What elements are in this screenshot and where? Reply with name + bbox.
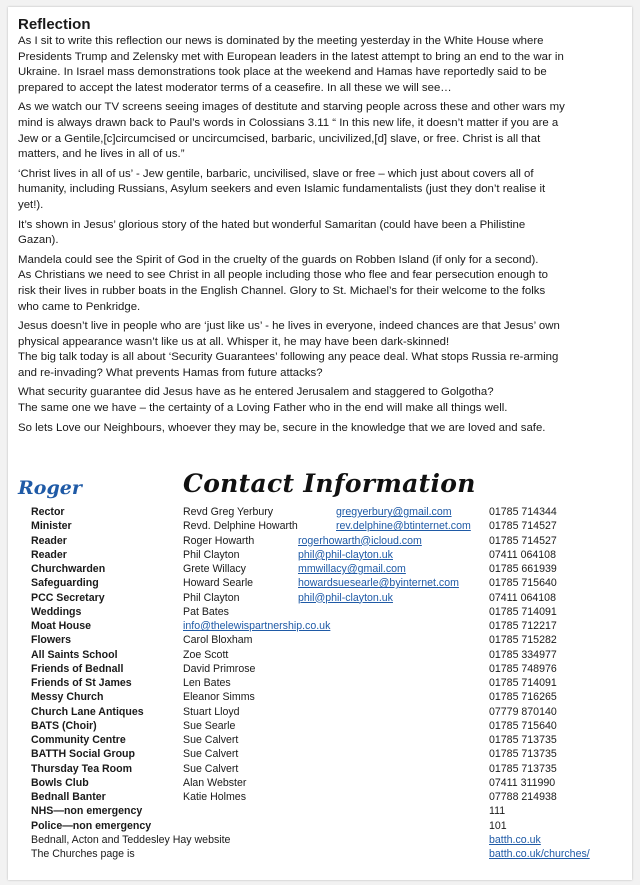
contact-role: Messy Church (31, 691, 104, 704)
contact-role: BATTH Social Group (31, 748, 135, 761)
contact-name: Sue Calvert (183, 762, 239, 775)
contact-row (18, 648, 618, 662)
contact-phone: 01785 661939 (489, 563, 557, 575)
contact-role: Bednall, Acton and Teddesley Hay website (31, 833, 231, 846)
contact-row (18, 505, 618, 519)
reflection-paragraph (18, 253, 618, 315)
paragraph-line: physical appearance wasn’t like us at all. Whisper it, he may have been dark-skinned! (18, 335, 450, 348)
paragraph-line: Ukraine. In Israel mass demonstrations took place at the weekend and Hamas have reportedly said to be (18, 66, 547, 79)
contact-row (18, 605, 618, 619)
contact-role: Friends of St James (31, 677, 132, 689)
contact-row (18, 662, 618, 676)
contact-role: Reader (31, 548, 67, 561)
contact-email-link[interactable]: mmwillacy@gmail.com (298, 563, 406, 575)
reflection-section (18, 15, 618, 440)
contact-phone: 01785 715640 (489, 719, 557, 732)
contact-row (18, 847, 618, 861)
contact-role: Police—non emergency (31, 819, 152, 832)
contact-name: Carol Bloxham (183, 634, 253, 647)
contact-role: Rector (31, 506, 65, 518)
contact-role: Friends of Bednall (31, 662, 124, 675)
contact-name: David Primrose (183, 662, 256, 675)
contact-name: Phil Clayton (183, 548, 240, 561)
reflection-paragraph (18, 34, 618, 96)
contact-role: Moat House (31, 620, 92, 632)
contact-row (18, 548, 618, 562)
website-link[interactable]: batth.co.uk (489, 833, 541, 846)
reflection-title: Reflection (18, 16, 91, 33)
paragraph-line: yet!). (18, 198, 44, 211)
contact-name: Howard Searle (183, 577, 254, 590)
contact-phone: 01785 712217 (489, 620, 557, 632)
contact-section (18, 465, 618, 861)
paragraph-line: What security guarantee did Jesus have as he entered Jerusalem and staggered to Golgotha? (18, 386, 494, 399)
paragraph-line: The same one we have – the certainty of a Loving Father who in the end will make all things well. (18, 402, 508, 415)
contact-row (18, 576, 618, 590)
contact-name: Grete Willacy (183, 563, 246, 575)
contact-phone: 01785 715282 (489, 634, 557, 647)
paragraph-line: The big talk today is all about ‘Security Guarantees’ following any peace deal. What stops Russia re-arming (18, 351, 559, 364)
contact-name: Katie Holmes (183, 791, 246, 803)
paragraph-line: So lets Love our Neighbours, whoever they may be, secure in the knowledge that we are loved and safe. (18, 421, 546, 434)
contact-email-link[interactable]: info@thelewispartnership.co.uk (183, 620, 331, 632)
contact-email-link[interactable]: howardsuesearle@byinternet.com (298, 577, 459, 590)
reflection-paragraph (18, 421, 618, 437)
contact-email-link[interactable]: phil@phil-clayton.uk (298, 591, 393, 604)
contact-phone: 01785 714527 (489, 534, 557, 547)
reflection-paragraph (18, 319, 618, 381)
paragraph-line: humanity, including Russians, Asylum seekers and even Islamic fundamentalists (just they don’t realise it (18, 183, 546, 196)
reflection-paragraph (18, 100, 618, 162)
contact-role: Weddings (31, 605, 82, 618)
contact-phone: 01785 716265 (489, 691, 557, 704)
contact-row (18, 733, 618, 747)
contact-row (18, 719, 618, 733)
contact-role: NHS—non emergency (31, 805, 143, 818)
contact-table (18, 505, 618, 861)
contact-row (18, 776, 618, 790)
paragraph-line: mind is always drawn back to Paul’s words in Colossians 3.11 “ In this new life, it doesn’t matter if you are a (18, 116, 559, 129)
contact-name: Zoe Scott (183, 648, 229, 661)
contact-phone: 101 (489, 819, 507, 832)
contact-name: Alan Webster (183, 776, 247, 789)
contact-name: Revd Greg Yerbury (183, 506, 274, 518)
contact-role: Bednall Banter (31, 791, 106, 803)
contact-phone: 01785 714091 (489, 677, 557, 689)
website-link[interactable]: batth.co.uk/churches/ (489, 848, 590, 860)
contact-phone: 07411 064108 (489, 591, 556, 604)
contact-name: Pat Bates (183, 605, 229, 618)
contact-email-link[interactable]: rogerhowarth@icloud.com (298, 534, 422, 547)
contact-name: Phil Clayton (183, 591, 240, 604)
paragraph-line: matters, and he lives in all of us.” (18, 148, 185, 161)
contact-phone: 01785 713735 (489, 748, 557, 761)
contact-role: The Churches page is (31, 848, 135, 860)
contact-row (18, 619, 618, 633)
contact-role: Bowls Club (31, 776, 89, 789)
reflection-body (18, 34, 618, 436)
paragraph-line: It’s shown in Jesus’ glorious story of the hated but wonderful Samaritan (could have been a Philistine (18, 218, 526, 231)
contact-role: Safeguarding (31, 577, 99, 590)
contact-phone: 07788 214938 (489, 791, 557, 803)
contact-role: BATS (Choir) (31, 719, 97, 732)
contact-row (18, 762, 618, 776)
newsletter-page (8, 7, 632, 880)
author-signature: Roger (18, 477, 82, 499)
contact-role: Churchwarden (31, 563, 106, 575)
reflection-paragraph (18, 218, 618, 249)
contact-phone: 01785 714344 (489, 506, 557, 518)
paragraph-line: risk their lives in rubber boats in the English Channel. Glory to St. Michael’s for their welcome to the folks (18, 284, 546, 297)
paragraph-line: As I sit to write this reflection our news is dominated by the meeting yesterday in the White House where (18, 35, 544, 47)
contact-phone: 01785 715640 (489, 577, 557, 590)
contact-row (18, 804, 618, 818)
contact-phone: 01785 714091 (489, 605, 557, 618)
contact-name: Eleanor Simms (183, 691, 255, 704)
reflection-paragraph (18, 167, 618, 214)
contact-phone: 111 (489, 805, 506, 818)
contact-name: Len Bates (183, 677, 231, 689)
paragraph-line: Mandela could see the Spirit of God in the cruelty of the guards on Robben Island (if only for a second). (18, 253, 539, 266)
contact-row (18, 819, 618, 833)
contact-phone: 01785 713735 (489, 762, 557, 775)
contact-row (18, 790, 618, 804)
contact-phone: 01785 713735 (489, 734, 557, 746)
contact-name: Sue Calvert (183, 734, 239, 746)
contact-role: Reader (31, 534, 67, 547)
paragraph-line: ‘Christ lives in all of us’ - Jew gentile, barbaric, uncivilised, slave or free – which just about covers all of (18, 167, 534, 180)
contact-role: All Saints School (31, 648, 118, 661)
paragraph-line: Gazan). (18, 234, 59, 247)
paragraph-line: As we watch our TV screens seeing images of destitute and starving people across these and other wars my (18, 101, 565, 114)
contact-email-link[interactable]: gregyerbury@gmail.com (336, 506, 452, 518)
contact-name: Revd. Delphine Howarth (183, 520, 298, 533)
contact-role: Flowers (31, 634, 72, 647)
contact-name: Sue Searle (183, 719, 236, 732)
contact-name: Sue Calvert (183, 748, 239, 761)
contact-row (18, 833, 618, 847)
paragraph-line: Presidents Trump and Zelensky met with European leaders in the latest attempt to bring an end to the war in (18, 50, 564, 63)
paragraph-line: Jew or a Gentile,[c]circumcised or uncircumcised, barbaric, uncivilized,[d] slave, or free. Christ is all that (18, 132, 541, 145)
contact-row (18, 633, 618, 647)
contact-row (18, 562, 618, 576)
contact-row (18, 534, 618, 548)
contact-phone: 07411 311990 (489, 776, 556, 789)
contact-email-link[interactable]: phil@phil-clayton.uk (298, 548, 393, 561)
contact-header (18, 465, 618, 505)
contact-row (18, 591, 618, 605)
paragraph-line: prepared to accept the latest moderator terms of a ceasefire. In all these we will see… (18, 81, 452, 94)
contact-name: Roger Howarth (183, 534, 255, 547)
contact-row (18, 690, 618, 704)
contact-role: Thursday Tea Room (31, 762, 133, 775)
contact-row (18, 705, 618, 719)
contact-phone: 07411 064108 (489, 548, 556, 561)
reflection-paragraph (18, 385, 618, 416)
contact-role: Church Lane Antiques (31, 705, 144, 718)
contact-phone: 01785 334977 (489, 648, 557, 661)
paragraph-line: and re-invading? What prevents Hamas from future attacks? (18, 366, 323, 379)
paragraph-line: Jesus doesn’t live in people who are ‘just like us’ - he lives in everyone, indeed chances are that Jesus’ own (18, 320, 560, 333)
contact-role: Minister (31, 520, 72, 533)
contact-row (18, 519, 618, 533)
contact-role: Community Centre (31, 734, 126, 746)
paragraph-line: who came to Penkridge. (18, 300, 141, 313)
contact-phone: 01785 748976 (489, 662, 557, 675)
contact-phone: 07779 870140 (489, 705, 557, 718)
contact-row (18, 747, 618, 761)
paragraph-line: As Christians we need to see Christ in all people including those who flee and fear persecution enough to (18, 269, 548, 282)
contact-email-link[interactable]: rev.delphine@btinternet.com (336, 520, 471, 533)
contact-role: PCC Secretary (31, 591, 105, 604)
contact-phone: 01785 714527 (489, 520, 557, 533)
contact-row (18, 676, 618, 690)
contact-name: Stuart Lloyd (183, 705, 240, 718)
contact-title: Contact Information (183, 469, 476, 498)
